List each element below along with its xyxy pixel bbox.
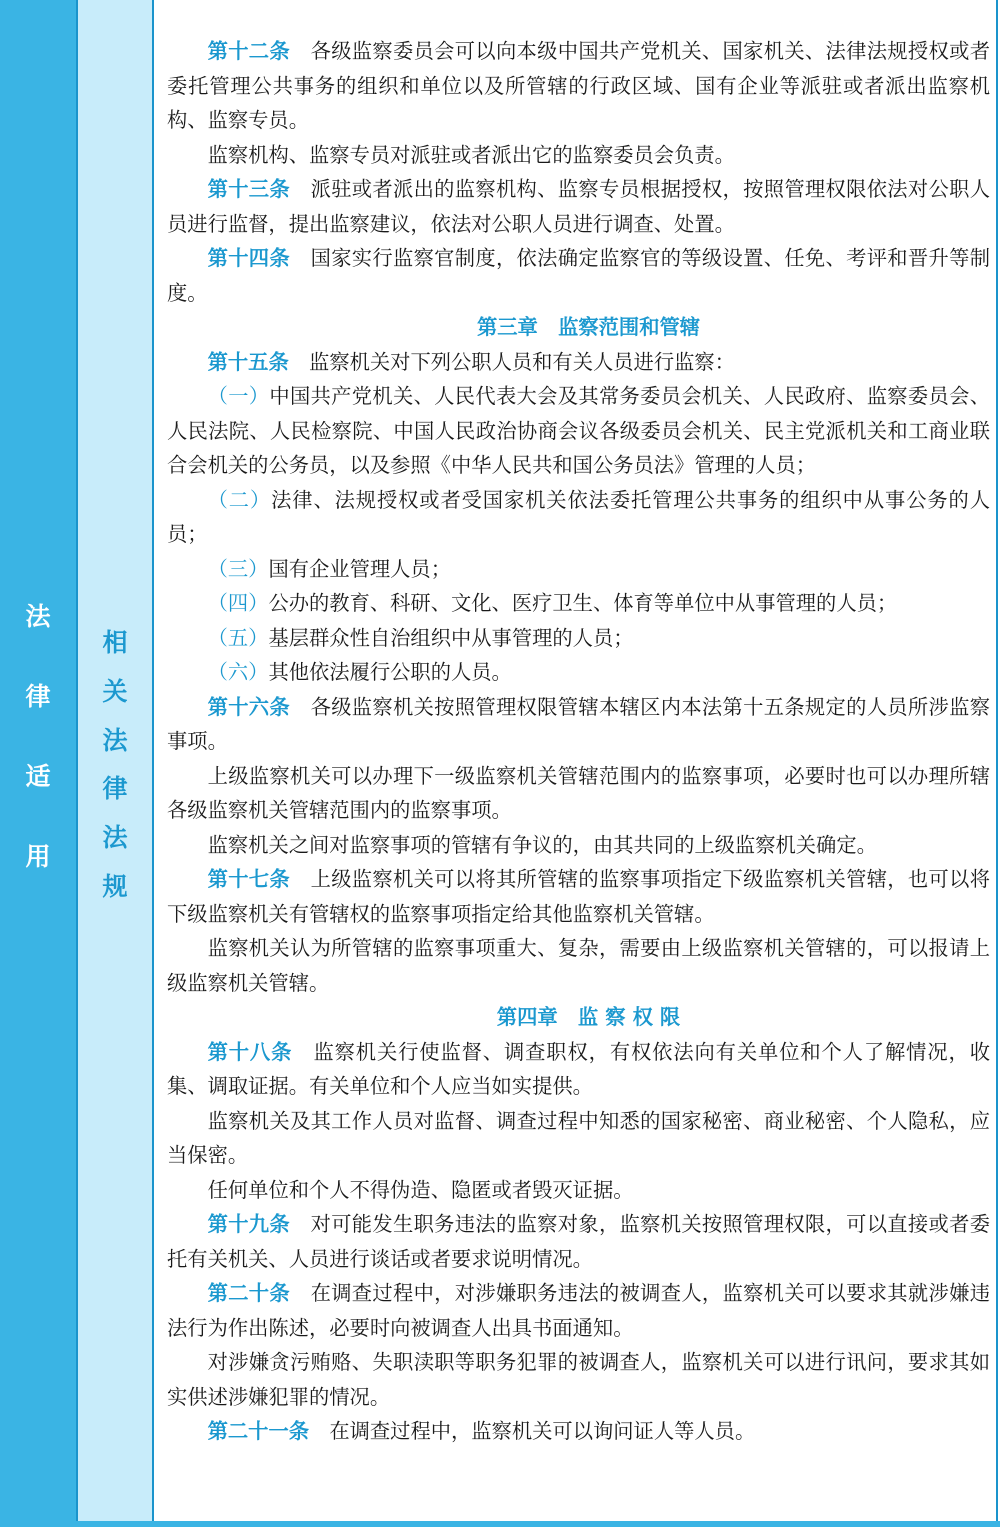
enum-item bbox=[167, 621, 990, 656]
article-number: 第十四条 bbox=[207, 246, 290, 270]
paragraph bbox=[167, 138, 990, 173]
enum-item bbox=[167, 586, 990, 621]
section-label-char: 法 bbox=[102, 823, 128, 853]
enum-text: 中国共产党机关、人民代表大会及其常务委员会机关、人民政府、监察委员会、人民法院、人民检察院、中国人民政治协商会议各级委员会机关、民主党派机关和工商业联合会机关的公务员，以及参照《中华人民共和国公务员法》管理的人员； bbox=[167, 384, 990, 477]
paragraph bbox=[167, 1173, 990, 1208]
bottom-border-bar bbox=[0, 1521, 1000, 1527]
section-label-char: 关 bbox=[102, 676, 128, 706]
article-paragraph bbox=[167, 241, 990, 310]
paragraph-text: 监察机关认为所管辖的监察事项重大、复杂，需要由上级监察机关管辖的，可以报请上级监察机关管辖。 bbox=[167, 936, 990, 995]
section-label-char: 法 bbox=[25, 602, 51, 631]
article-paragraph bbox=[167, 862, 990, 931]
paragraph-text: 监察机关之间对监察事项的管辖有争议的，由其共同的上级监察机关确定。 bbox=[207, 832, 877, 857]
article-paragraph bbox=[167, 1276, 990, 1345]
right-border-line bbox=[996, 0, 998, 1521]
paragraph bbox=[167, 1104, 990, 1173]
paragraph bbox=[167, 828, 990, 863]
article-number: 第十二条 bbox=[207, 39, 290, 63]
paragraph-text: 任何单位和个人不得伪造、隐匿或者毁灭证据。 bbox=[207, 1177, 634, 1202]
article-paragraph bbox=[167, 1414, 990, 1449]
article-text: 在调查过程中，监察机关可以询问证人等人员。 bbox=[329, 1419, 756, 1443]
article-text: 国家实行监察官制度，依法确定监察官的等级设置、任免、考评和晋升等制度。 bbox=[167, 246, 990, 305]
article-text: 各级监察委员会可以向本级中国共产党机关、国家机关、法律法规授权或者委托管理公共事务的组织和单位以及所管辖的行政区域、国有企业等派驻或者派出监察机构、监察专员。 bbox=[167, 39, 990, 132]
article-number: 第十九条 bbox=[207, 1212, 290, 1236]
section-label-char: 用 bbox=[25, 842, 51, 871]
enum-text: 国有企业管理人员； bbox=[268, 556, 451, 581]
article-number: 第二十条 bbox=[207, 1281, 290, 1305]
enum-marker: （五） bbox=[207, 625, 269, 650]
enum-marker: （三） bbox=[207, 556, 269, 581]
paragraph-text: 监察机关及其工作人员对监督、调查过程中知悉的国家秘密、商业秘密、个人隐私，应当保密。 bbox=[167, 1108, 990, 1167]
chapter-heading: 第四章 监 察 权 限 bbox=[496, 1005, 681, 1029]
enum-marker: （二） bbox=[207, 487, 272, 512]
section-label-char: 律 bbox=[25, 682, 51, 711]
enum-marker: （四） bbox=[207, 591, 269, 615]
paragraph-text: 对涉嫌贪污贿赂、失职渎职等职务犯罪的被调查人，监察机关可以进行讯问，要求其如实供述涉嫌犯罪的情况。 bbox=[167, 1350, 990, 1409]
enum-text: 公办的教育、科研、文化、医疗卫生、体育等单位中从事管理的人员； bbox=[268, 591, 898, 615]
article-text: 上级监察机关可以将其所管辖的监察事项指定下级监察机关管辖，也可以将下级监察机关有管辖权的监察事项指定给其他监察机关管辖。 bbox=[167, 867, 990, 926]
chapter-heading: 第三章 监察范围和管辖 bbox=[476, 315, 701, 339]
article-text: 监察机关行使监督、调查职权，有权依法向有关单位和个人了解情况，收集、调取证据。有关单位和个人应当如实提供。 bbox=[167, 1039, 990, 1098]
article-text: 对可能发生职务违法的监察对象，监察机关按照管理权限，可以直接或者委托有关机关、人员进行谈话或者要求说明情况。 bbox=[167, 1212, 990, 1271]
enum-item bbox=[167, 483, 990, 552]
article-paragraph bbox=[167, 1035, 990, 1104]
enum-item bbox=[167, 655, 990, 690]
law-text-body bbox=[167, 34, 990, 1449]
section-label-char: 律 bbox=[102, 774, 128, 804]
paragraph bbox=[167, 759, 990, 828]
article-text: 监察机关对下列公职人员和有关人员进行监察： bbox=[309, 349, 735, 374]
enum-marker: （一） bbox=[207, 384, 270, 408]
paragraph bbox=[167, 931, 990, 1000]
enum-text: 法律、法规授权或者受国家机关依法委托管理公共事务的组织中从事公务的人员； bbox=[167, 487, 990, 546]
article-paragraph bbox=[167, 345, 990, 380]
section-label-related-laws bbox=[78, 623, 152, 916]
article-text: 派驻或者派出的监察机构、监察专员根据授权，按照管理权限依法对公职人员进行监督，提出监察建议，依法对公职人员进行调查、处置。 bbox=[167, 177, 990, 236]
section-label-legal-application bbox=[0, 597, 76, 877]
article-paragraph bbox=[167, 172, 990, 241]
enum-text: 其他依法履行公职的人员。 bbox=[268, 660, 512, 684]
section-label-char: 法 bbox=[102, 725, 128, 755]
paragraph-text: 上级监察机关可以办理下一级监察机关管辖范围内的监察事项，必要时也可以办理所辖各级监察机关管辖范围内的监察事项。 bbox=[167, 763, 990, 822]
paragraph-text: 监察机构、监察专员对派驻或者派出它的监察委员会负责。 bbox=[207, 142, 735, 167]
enum-item bbox=[167, 379, 990, 483]
article-paragraph bbox=[167, 34, 990, 138]
section-label-char: 适 bbox=[25, 762, 51, 791]
section-label-char: 规 bbox=[102, 871, 128, 901]
enum-item bbox=[167, 552, 990, 587]
article-number: 第十三条 bbox=[207, 177, 290, 201]
article-number: 第十五条 bbox=[207, 349, 289, 374]
enum-marker: （六） bbox=[207, 660, 269, 684]
article-text: 在调查过程中，对涉嫌职务违法的被调查人，监察机关可以要求其就涉嫌违法行为作出陈述，必要时向被调查人出具书面通知。 bbox=[167, 1281, 990, 1340]
article-paragraph bbox=[167, 1207, 990, 1276]
section-label-char: 相 bbox=[102, 628, 128, 657]
paragraph bbox=[167, 1345, 990, 1414]
article-text: 各级监察机关按照管理权限管辖本辖区内本法第十五条规定的人员所涉监察事项。 bbox=[167, 694, 990, 753]
enum-text: 基层群众性自治组织中从事管理的人员； bbox=[268, 625, 634, 650]
article-number: 第十八条 bbox=[207, 1039, 293, 1064]
article-paragraph bbox=[167, 690, 990, 759]
article-number: 第二十一条 bbox=[207, 1419, 310, 1443]
article-number: 第十七条 bbox=[207, 867, 290, 891]
article-number: 第十六条 bbox=[207, 694, 290, 719]
